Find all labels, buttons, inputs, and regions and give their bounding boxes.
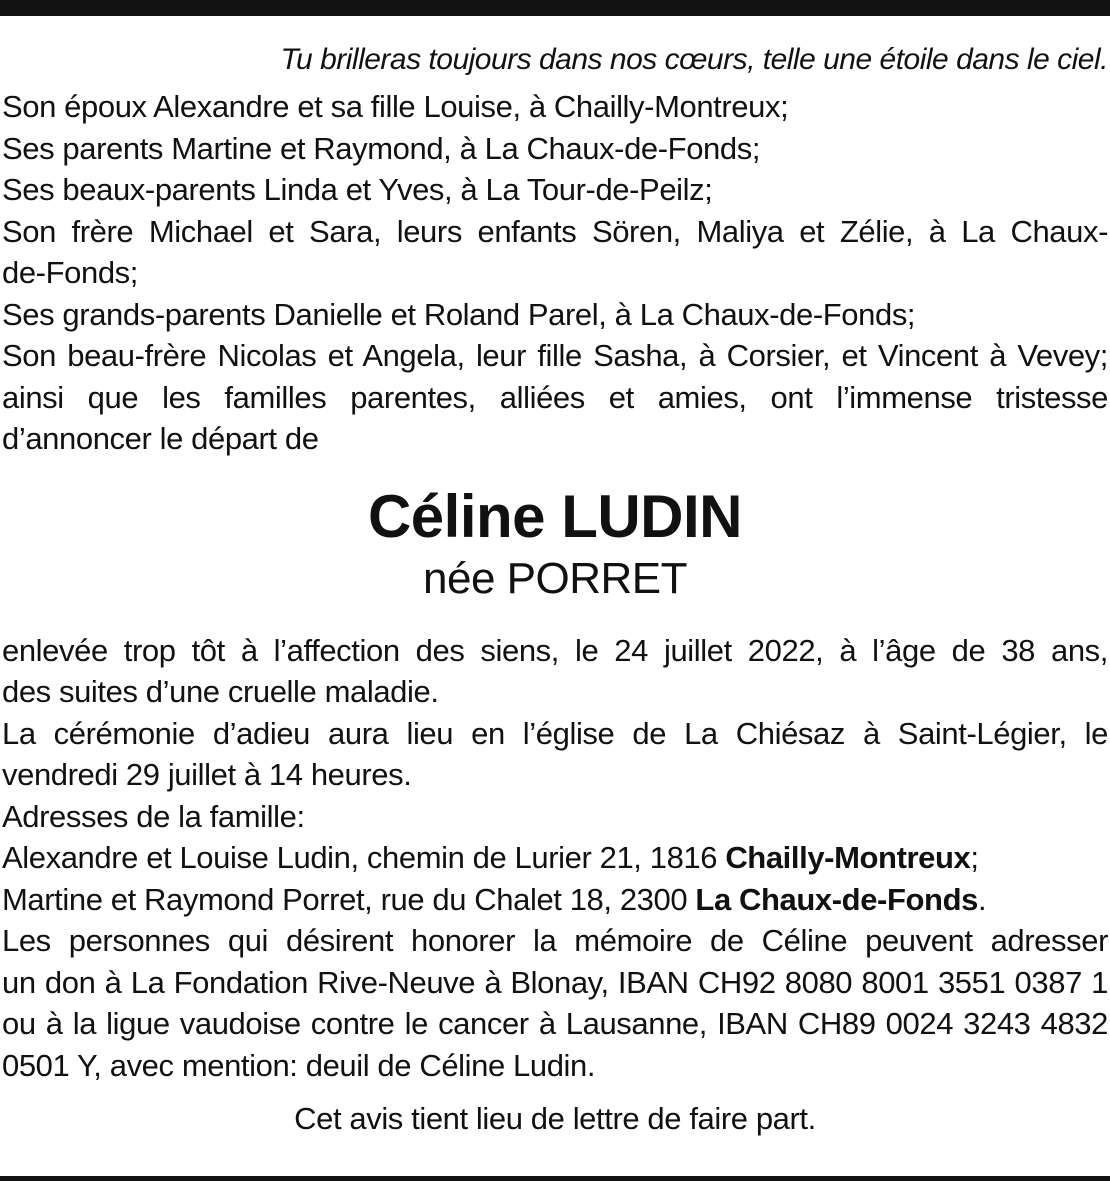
donation-line: ou à la ligue vaudoise contre le cancer à Lausanne, IBAN CH89 0024 3243 4832 — [2, 1006, 1108, 1041]
details-section — [2, 630, 1108, 1087]
details-line: vendredi 29 juillet à 14 heures. — [2, 757, 412, 792]
deceased-block — [2, 482, 1108, 604]
donation-line: Les personnes qui désirent honorer la mémoire de Céline peuvent adresser — [2, 923, 1108, 958]
address-suffix: ; — [970, 840, 979, 875]
address-line — [2, 879, 1108, 921]
donation-line: 0501 Y, avec mention: deuil de Céline Ludin. — [2, 1047, 596, 1083]
family-line: Ses beaux-parents Linda et Yves, à La Tour-de-Peilz; — [2, 172, 713, 207]
family-line: Son beau-frère Nicolas et Angela, leur fille Sasha, à Corsier, et Vincent à Vevey; — [2, 338, 1108, 373]
address-suffix: . — [977, 881, 987, 917]
address-city: La Chaux-de-Fonds — [695, 881, 978, 917]
address-text: Martine et Raymond Porret, rue du Chalet 18, 2300 — [2, 881, 696, 917]
maiden-name: née PORRET — [423, 553, 687, 603]
family-line: Ses parents Martine et Raymond, à La Chaux-de-Fonds; — [2, 130, 761, 166]
top-rule — [0, 0, 1110, 16]
details-line: La cérémonie d’adieu aura lieu en l’église de La Chiésaz à Saint-Légier, le — [2, 715, 1108, 751]
family-line: de-Fonds; — [2, 255, 138, 290]
address-text: Alexandre et Louise Ludin, chemin de Lurier 21, 1816 — [2, 840, 726, 875]
bottom-rule — [0, 1176, 1110, 1181]
motto: Tu brilleras toujours dans nos cœurs, telle une étoile dans le ciel. — [280, 43, 1108, 76]
obituary-notice — [0, 38, 1110, 1140]
details-line: enlevée trop tôt à l’affection des siens, le 24 juillet 2022, à l’âge de 38 ans, — [2, 632, 1108, 668]
family-list — [2, 86, 1108, 460]
address-city: Chailly-Montreux — [725, 840, 971, 875]
family-line: Ses grands-parents Danielle et Roland Parel, à La Chaux-de-Fonds; — [2, 296, 916, 332]
address-line — [2, 837, 1108, 879]
details-line: des suites d’une cruelle maladie. — [2, 674, 439, 709]
deceased-name: Céline LUDIN — [367, 482, 743, 550]
family-line: Son époux Alexandre et sa fille Louise, à Chailly-Montreux; — [2, 89, 789, 124]
family-line: Son frère Michael et Sara, leurs enfants Sören, Maliya et Zélie, à La Chaux- — [2, 213, 1108, 249]
closing-note: Cet avis tient lieu de lettre de faire part. — [294, 1101, 816, 1136]
details-line: Adresses de la famille: — [2, 798, 305, 834]
donation-line: un don à La Fondation Rive-Neuve à Blonay, IBAN CH92 8080 8001 3551 0387 1 — [2, 964, 1108, 1000]
family-line: d’annoncer le départ de — [2, 421, 319, 456]
family-line: ainsi que les familles parentes, alliées et amies, ont l’immense tristesse — [2, 379, 1108, 415]
